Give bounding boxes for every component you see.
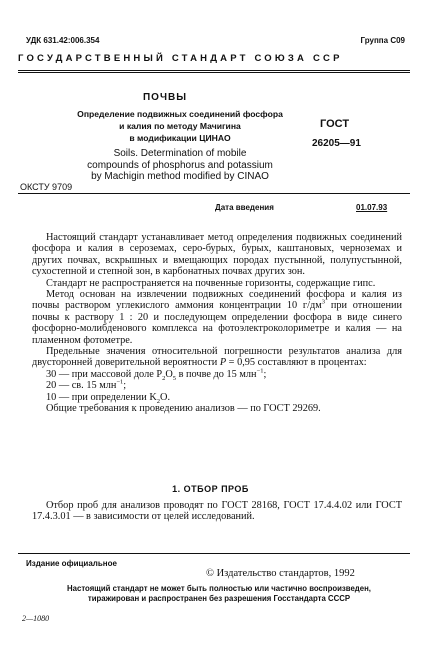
gost-number: 26205—91 bbox=[312, 138, 361, 149]
title-en-line: Soils. Determination of mobile bbox=[113, 148, 247, 159]
paragraph-requirements: Общие требования к проведению анализов — по ГОСТ 29269. bbox=[46, 403, 321, 415]
reproduction-notice bbox=[26, 584, 412, 604]
notice-line: Настоящий стандарт не может быть полностью или частично воспроизведен, bbox=[67, 584, 371, 593]
subject-heading: ПОЧВЫ bbox=[142, 92, 187, 103]
title-ru-line: и калия по методу Мачигина bbox=[119, 121, 241, 131]
intro-date-value: 01.07.93 bbox=[356, 203, 388, 212]
section-heading: 1. ОТБОР ПРОБ bbox=[172, 484, 249, 494]
copyright-notice: © Издательство стандартов, 1992 bbox=[206, 568, 355, 579]
title-ru-line: Определение подвижных соединений фосфора bbox=[77, 109, 283, 119]
list-item: 10 — при определении $K_2O$. bbox=[46, 391, 171, 405]
list-item: 20 — св. 15 млн$^{-1}$; bbox=[46, 378, 127, 392]
okstu-code: ОКСТУ 9709 bbox=[20, 182, 73, 192]
intro-date-label: Дата введения bbox=[215, 203, 274, 212]
paragraph-error: Предельные значения относительной погрешности результатов анализа для двусторонней доверительной вероятности P = 0,95 составляют в процентах: bbox=[32, 346, 402, 369]
header-divider bbox=[18, 70, 410, 73]
standard-title: ГОСУДАРСТВЕННЫЙ СТАНДАРТ СОЮЗА ССР bbox=[18, 53, 343, 64]
title-en-line: by Machigin method modified by CINAO bbox=[91, 171, 269, 182]
title-en-line: compounds of phosphorus and potassium bbox=[87, 159, 273, 171]
notice-line: тиражирован и распространен без разрешения Госстандарта СССР bbox=[87, 594, 351, 603]
paragraph-scope: Настоящий стандарт устанавливает метод определения подвижных соединений фосфора и калия в сероземах, серо-бурых, бурых, каштановых, черноземах и других почвах, вскрышных и вмещающих породах пустынной, полупустынной, сухостепной и степной зон, в карбонатных почвах других зон. bbox=[32, 232, 402, 278]
paragraph-method: Метод основан на извлечении подвижных соединений фосфора и калия из почвы раствором углекислого аммония концентрации 10 $г/дм^3$ при отношении почвы к раствору 1 : 20 и последующем определении фосфора в виде синего фосфорно-молибденового комплекса на фотоэлектроколориметре и калия — на пламенном фотометре. bbox=[32, 289, 402, 346]
gost-label: ГОСТ bbox=[320, 118, 350, 130]
title-russian bbox=[30, 108, 330, 144]
footer-divider bbox=[18, 553, 410, 554]
title-english bbox=[30, 148, 330, 183]
paragraph-exclusion: Стандарт не распространяется на почвенные горизонты, содержащие гипс. bbox=[46, 277, 376, 289]
paragraph-sampling: Отбор проб для анализов проводят по ГОСТ 28168, ГОСТ 17.4.4.02 или ГОСТ 17.4.3.01 — в зависимости от целей исследований. bbox=[32, 500, 402, 523]
main-text bbox=[32, 232, 402, 415]
title-divider bbox=[18, 193, 410, 194]
edition-label: Издание официальное bbox=[26, 559, 117, 568]
title-ru-line: в модификации ЦИНАО bbox=[129, 133, 231, 143]
udk-code: УДК 631.42:006.354 bbox=[26, 36, 100, 45]
group-code: Группа С09 bbox=[360, 36, 405, 45]
print-code: 2—1080 bbox=[22, 614, 50, 623]
list-item: 30 — при массовой доле $P_2O_5$ в почве до 15 млн$^{-1}$; bbox=[46, 367, 267, 382]
section-text bbox=[32, 500, 402, 523]
